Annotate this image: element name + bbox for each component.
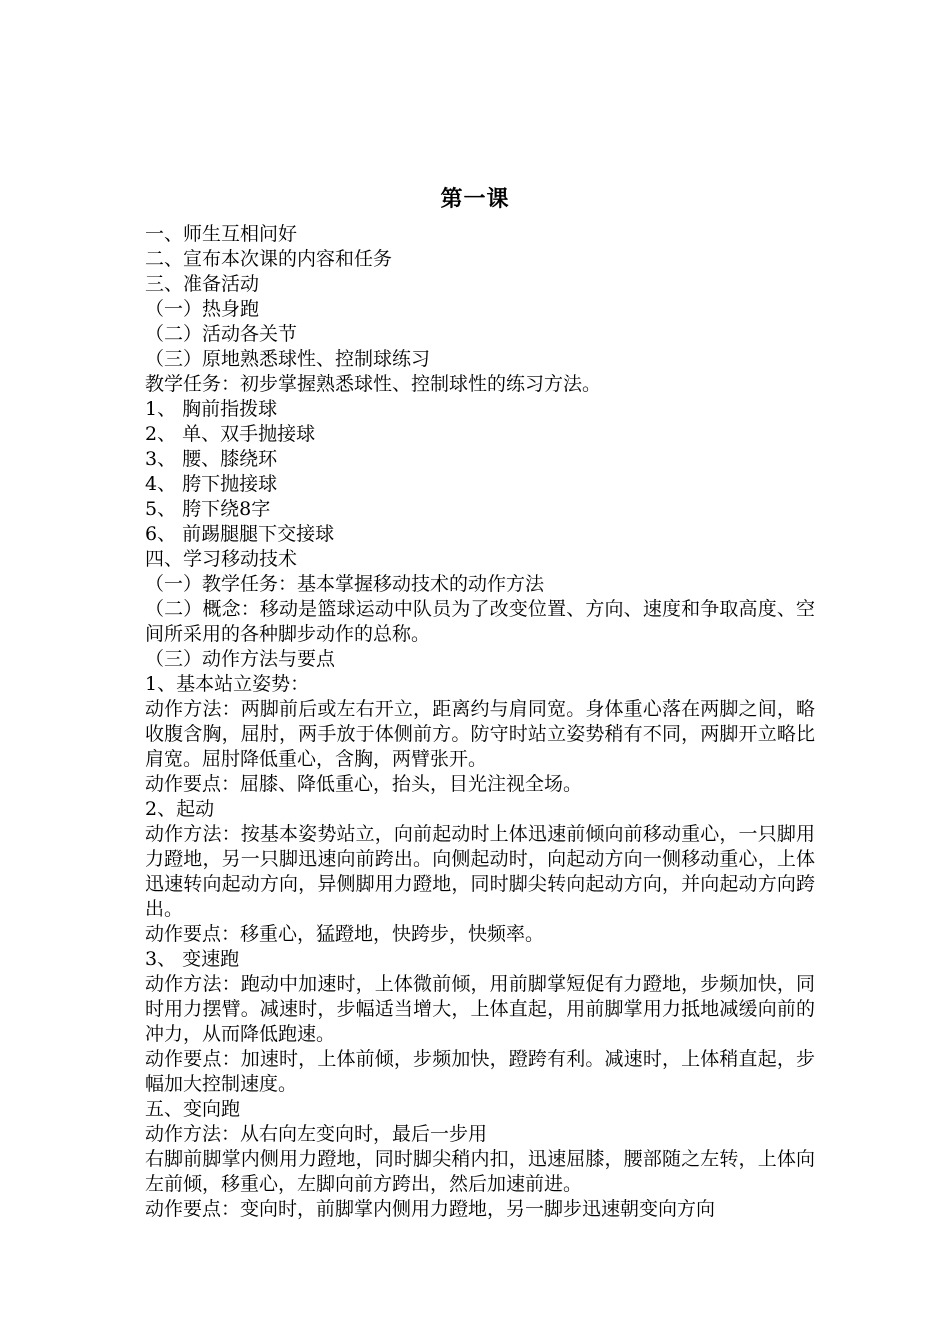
text-line: （三）原地熟悉球性、控制球练习 bbox=[145, 348, 431, 370]
text-line: （二）活动各关节 bbox=[145, 323, 298, 345]
list-item: 5、 胯下绕8字 bbox=[145, 498, 271, 520]
text-line: 1、基本站立姿势： bbox=[145, 673, 310, 695]
text-line: 一、师生互相问好 bbox=[145, 223, 298, 245]
text-line: （一）热身跑 bbox=[145, 298, 260, 320]
text-line: 动作方法：从右向左变向时，最后一步用 bbox=[145, 1123, 488, 1145]
list-item: 6、 前踢腿腿下交接球 bbox=[145, 523, 335, 545]
text-line: 动作要点：屈膝、降低重心，抬头，目光注视全场。 bbox=[145, 773, 583, 795]
text-line: 动作要点：变向时，前脚掌内侧用力蹬地，另一脚步迅速朝变向方向 bbox=[145, 1198, 716, 1220]
list-item: 3、 腰、膝绕环 bbox=[145, 448, 278, 470]
text-line: 3、 变速跑 bbox=[145, 948, 240, 970]
paragraph: 右脚前脚掌内侧用力蹬地，同时脚尖稍内扣，迅速屈膝，腰部随之左转，上体向左前倾，移重心，左脚向前方跨出，然后加速前进。 bbox=[145, 1148, 815, 1195]
list-item: 2、 单、双手抛接球 bbox=[145, 423, 316, 445]
list-item: 4、 胯下抛接球 bbox=[145, 473, 278, 495]
lesson-title: 第一课 bbox=[440, 186, 510, 212]
paragraph: （二）概念：移动是篮球运动中队员为了改变位置、方向、速度和争取高度、空间所采用的各种脚步动作的总称。 bbox=[145, 598, 815, 645]
paragraph: 动作方法：跑动中加速时，上体微前倾，用前脚掌短促有力蹬地，步频加快，同时用力摆臂。减速时，步幅适当增大，上体直起，用前脚掌用力抵地减缓向前的冲力，从而降低跑速。 bbox=[145, 973, 815, 1045]
text-line: 二、宣布本次课的内容和任务 bbox=[145, 248, 393, 270]
text-line: 教学任务：初步掌握熟悉球性、控制球性的练习方法。 bbox=[145, 373, 602, 395]
paragraph: 动作要点：加速时，上体前倾，步频加快，蹬跨有利。减速时，上体稍直起，步幅加大控制速度。 bbox=[145, 1048, 815, 1095]
text-line: 四、学习移动技术 bbox=[145, 548, 298, 570]
paragraph: 动作方法：按基本姿势站立，向前起动时上体迅速前倾向前移动重心，一只脚用力蹬地，另一只脚迅速向前跨出。向侧起动时，向起动方向一侧移动重心，上体迅速转向起动方向，异侧脚用力蹬地，同时脚尖转向起动方向，并向起动方向跨出。 bbox=[145, 823, 815, 920]
text-line: 2、起动 bbox=[145, 798, 215, 820]
text-line: 五、变向跑 bbox=[145, 1098, 241, 1120]
text-line: （三）动作方法与要点 bbox=[145, 648, 336, 670]
text-line: 动作要点：移重心，猛蹬地，快跨步，快频率。 bbox=[145, 923, 545, 945]
list-item: 1、 胸前指拨球 bbox=[145, 398, 278, 420]
paragraph: 动作方法：两脚前后或左右开立，距离约与肩同宽。身体重心落在两脚之间，略收腹含胸，屈肘，两手放于体侧前方。防守时站立姿势稍有不同，两脚开立略比肩宽。屈肘降低重心，含胸，两臂张开。 bbox=[145, 698, 815, 770]
lesson-body bbox=[145, 222, 815, 1222]
text-line: （一）教学任务：基本掌握移动技术的动作方法 bbox=[145, 573, 545, 595]
text-line: 三、准备活动 bbox=[145, 273, 260, 295]
